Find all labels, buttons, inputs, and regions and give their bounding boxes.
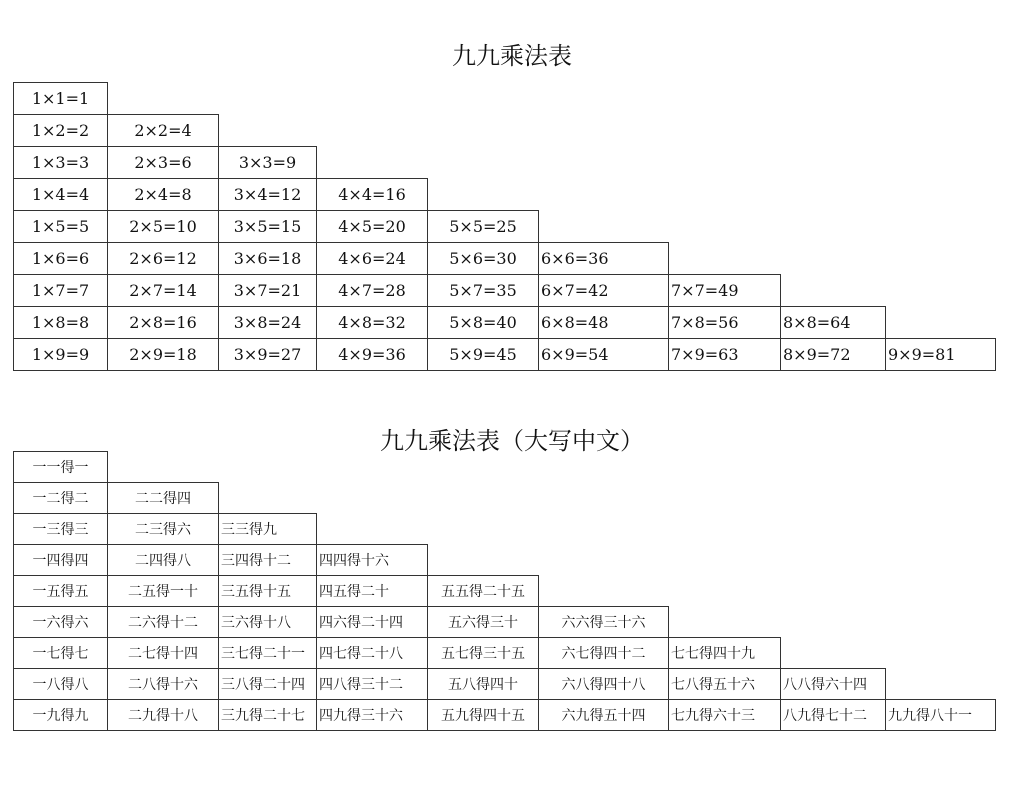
page-title-multiplication-table: 九九乘法表 — [452, 42, 572, 70]
empty-cell — [428, 179, 539, 211]
empty-cell — [886, 115, 996, 147]
table-cell: 8×9=72 — [781, 339, 886, 371]
empty-cell — [539, 211, 669, 243]
table-cell: 2×6=12 — [108, 243, 219, 275]
table-cell: 2×5=10 — [108, 211, 219, 243]
table-cell: 4×8=32 — [317, 307, 428, 339]
empty-cell — [669, 607, 781, 638]
table-cell: 1×5=5 — [14, 211, 108, 243]
empty-cell — [886, 669, 996, 700]
table-cell: 一三得三 — [14, 514, 108, 545]
table-cell: 二七得十四 — [108, 638, 219, 669]
empty-cell — [886, 483, 996, 514]
empty-cell — [669, 115, 781, 147]
table-cell: 4×6=24 — [317, 243, 428, 275]
table-row — [14, 115, 996, 147]
table-row — [14, 576, 996, 607]
table-cell: 3×7=21 — [219, 275, 317, 307]
table-row — [14, 211, 996, 243]
empty-cell — [669, 243, 781, 275]
table-cell: 五五得二十五 — [428, 576, 539, 607]
table-cell: 7×9=63 — [669, 339, 781, 371]
table-cell: 7×8=56 — [669, 307, 781, 339]
table-cell: 6×6=36 — [539, 243, 669, 275]
table-cell: 1×9=9 — [14, 339, 108, 371]
empty-cell — [781, 179, 886, 211]
empty-cell — [886, 179, 996, 211]
table-cell: 5×6=30 — [428, 243, 539, 275]
table-cell: 5×5=25 — [428, 211, 539, 243]
empty-cell — [539, 576, 669, 607]
table-cell: 三三得九 — [219, 514, 317, 545]
empty-cell — [219, 115, 317, 147]
table-cell: 二九得十八 — [108, 700, 219, 731]
table-cell: 二五得一十 — [108, 576, 219, 607]
empty-cell — [539, 452, 669, 483]
empty-cell — [317, 483, 428, 514]
table-cell: 四八得三十二 — [317, 669, 428, 700]
empty-cell — [781, 545, 886, 576]
empty-cell — [669, 576, 781, 607]
table-cell: 九九得八十一 — [886, 700, 996, 731]
table-cell: 1×4=4 — [14, 179, 108, 211]
table-cell: 六七得四十二 — [539, 638, 669, 669]
table-row — [14, 545, 996, 576]
table-cell: 二六得十二 — [108, 607, 219, 638]
table-cell: 2×2=4 — [108, 115, 219, 147]
table-cell: 五六得三十 — [428, 607, 539, 638]
table-cell: 4×4=16 — [317, 179, 428, 211]
empty-cell — [317, 83, 428, 115]
empty-cell — [781, 275, 886, 307]
table-cell: 三五得十五 — [219, 576, 317, 607]
table-cell: 二八得十六 — [108, 669, 219, 700]
table-row — [14, 339, 996, 371]
table-cell: 1×8=8 — [14, 307, 108, 339]
table-cell: 5×7=35 — [428, 275, 539, 307]
empty-cell — [781, 452, 886, 483]
table-row — [14, 147, 996, 179]
empty-cell — [539, 514, 669, 545]
table-cell: 3×3=9 — [219, 147, 317, 179]
empty-cell — [781, 243, 886, 275]
table-cell: 四四得十六 — [317, 545, 428, 576]
empty-cell — [669, 545, 781, 576]
empty-cell — [428, 83, 539, 115]
table-row — [14, 275, 996, 307]
empty-cell — [886, 514, 996, 545]
empty-cell — [317, 452, 428, 483]
table-cell: 1×7=7 — [14, 275, 108, 307]
empty-cell — [669, 452, 781, 483]
multiplication-table-arabic — [13, 82, 996, 371]
table-cell: 八八得六十四 — [781, 669, 886, 700]
table-cell: 六八得四十八 — [539, 669, 669, 700]
empty-cell — [219, 452, 317, 483]
empty-cell — [886, 243, 996, 275]
page-title-chinese-multiplication-table: 九九乘法表（大写中文） — [380, 427, 644, 455]
table-cell: 七八得五十六 — [669, 669, 781, 700]
table-cell: 七九得六十三 — [669, 700, 781, 731]
empty-cell — [781, 83, 886, 115]
table-cell: 6×7=42 — [539, 275, 669, 307]
empty-cell — [886, 275, 996, 307]
table-cell: 二三得六 — [108, 514, 219, 545]
table-row — [14, 638, 996, 669]
table-cell: 4×7=28 — [317, 275, 428, 307]
table-cell: 一二得二 — [14, 483, 108, 514]
table-cell: 1×2=2 — [14, 115, 108, 147]
empty-cell — [539, 483, 669, 514]
table-cell: 二四得八 — [108, 545, 219, 576]
table-cell: 2×4=8 — [108, 179, 219, 211]
empty-cell — [539, 179, 669, 211]
empty-cell — [669, 514, 781, 545]
multiplication-table-chinese — [13, 451, 996, 731]
table-cell: 2×8=16 — [108, 307, 219, 339]
table-cell: 3×6=18 — [219, 243, 317, 275]
table-cell: 三六得十八 — [219, 607, 317, 638]
table-cell: 五九得四十五 — [428, 700, 539, 731]
table-row — [14, 452, 996, 483]
empty-cell — [781, 211, 886, 243]
table-cell: 5×8=40 — [428, 307, 539, 339]
table-cell: 三四得十二 — [219, 545, 317, 576]
table-cell: 三七得二十一 — [219, 638, 317, 669]
table-cell: 四五得二十 — [317, 576, 428, 607]
table-row — [14, 83, 996, 115]
table-cell: 1×1=1 — [14, 83, 108, 115]
empty-cell — [539, 147, 669, 179]
empty-cell — [886, 452, 996, 483]
table-cell: 一九得九 — [14, 700, 108, 731]
empty-cell — [317, 115, 428, 147]
table-cell: 6×9=54 — [539, 339, 669, 371]
empty-cell — [781, 514, 886, 545]
empty-cell — [781, 483, 886, 514]
table-row — [14, 607, 996, 638]
empty-cell — [669, 211, 781, 243]
empty-cell — [781, 115, 886, 147]
empty-cell — [317, 147, 428, 179]
table-cell: 3×8=24 — [219, 307, 317, 339]
empty-cell — [886, 576, 996, 607]
empty-cell — [781, 638, 886, 669]
table-cell: 一七得七 — [14, 638, 108, 669]
empty-cell — [108, 83, 219, 115]
empty-cell — [669, 179, 781, 211]
empty-cell — [539, 545, 669, 576]
table-cell: 7×7=49 — [669, 275, 781, 307]
empty-cell — [886, 211, 996, 243]
table-cell: 三九得二十七 — [219, 700, 317, 731]
empty-cell — [669, 83, 781, 115]
empty-cell — [886, 83, 996, 115]
empty-cell — [428, 452, 539, 483]
table-cell: 3×9=27 — [219, 339, 317, 371]
empty-cell — [428, 483, 539, 514]
empty-cell — [428, 115, 539, 147]
table-cell: 一一得一 — [14, 452, 108, 483]
table-cell: 3×5=15 — [219, 211, 317, 243]
empty-cell — [781, 147, 886, 179]
table-cell: 5×9=45 — [428, 339, 539, 371]
table-cell: 四七得二十八 — [317, 638, 428, 669]
table-cell: 三八得二十四 — [219, 669, 317, 700]
table-cell: 2×3=6 — [108, 147, 219, 179]
table-row — [14, 179, 996, 211]
table-row — [14, 669, 996, 700]
empty-cell — [428, 545, 539, 576]
table-row — [14, 307, 996, 339]
table-cell: 3×4=12 — [219, 179, 317, 211]
empty-cell — [669, 147, 781, 179]
table-cell: 9×9=81 — [886, 339, 996, 371]
table-row — [14, 514, 996, 545]
empty-cell — [781, 576, 886, 607]
table-cell: 八九得七十二 — [781, 700, 886, 731]
empty-cell — [886, 307, 996, 339]
table-cell: 1×3=3 — [14, 147, 108, 179]
table-cell: 1×6=6 — [14, 243, 108, 275]
empty-cell — [219, 483, 317, 514]
empty-cell — [317, 514, 428, 545]
table-cell: 2×9=18 — [108, 339, 219, 371]
empty-cell — [108, 452, 219, 483]
table-cell: 4×5=20 — [317, 211, 428, 243]
table-cell: 四六得二十四 — [317, 607, 428, 638]
table-cell: 二二得四 — [108, 483, 219, 514]
empty-cell — [428, 147, 539, 179]
table-cell: 六六得三十六 — [539, 607, 669, 638]
empty-cell — [539, 83, 669, 115]
empty-cell — [886, 147, 996, 179]
empty-cell — [219, 83, 317, 115]
table-cell: 6×8=48 — [539, 307, 669, 339]
table-cell: 2×7=14 — [108, 275, 219, 307]
empty-cell — [781, 607, 886, 638]
table-cell: 8×8=64 — [781, 307, 886, 339]
table-cell: 七七得四十九 — [669, 638, 781, 669]
table-cell: 一六得六 — [14, 607, 108, 638]
empty-cell — [539, 115, 669, 147]
table-row — [14, 700, 996, 731]
table-cell: 五七得三十五 — [428, 638, 539, 669]
table-cell: 六九得五十四 — [539, 700, 669, 731]
empty-cell — [886, 545, 996, 576]
table-cell: 一四得四 — [14, 545, 108, 576]
table-cell: 4×9=36 — [317, 339, 428, 371]
table-cell: 四九得三十六 — [317, 700, 428, 731]
empty-cell — [886, 638, 996, 669]
table-cell: 五八得四十 — [428, 669, 539, 700]
empty-cell — [886, 607, 996, 638]
table-cell: 一五得五 — [14, 576, 108, 607]
table-row — [14, 483, 996, 514]
table-row — [14, 243, 996, 275]
empty-cell — [669, 483, 781, 514]
table-cell: 一八得八 — [14, 669, 108, 700]
empty-cell — [428, 514, 539, 545]
